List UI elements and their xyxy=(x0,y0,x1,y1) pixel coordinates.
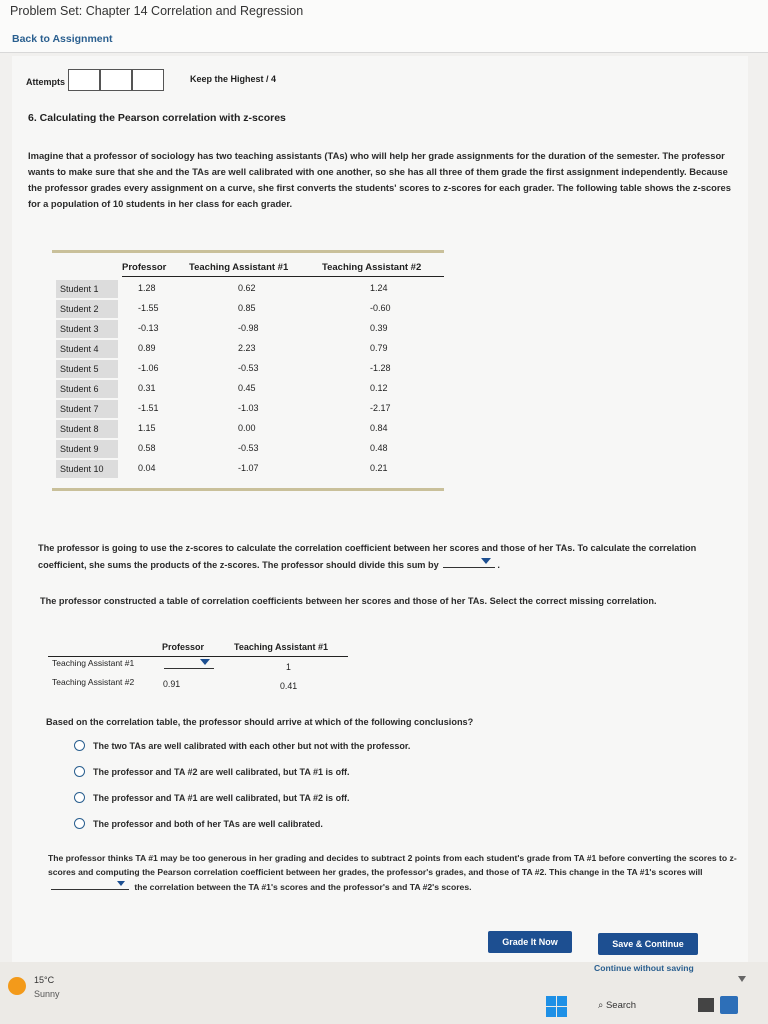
table-row: Student 5 -1.06 -0.53 -1.28 xyxy=(52,360,444,380)
search-icon: ⌕ xyxy=(598,1000,606,1011)
correlation-table-instruction: The professor constructed a table of correlation coefficients between her scores and those of her TAs. Select the correct missing correlation. xyxy=(40,596,657,606)
chevron-down-icon xyxy=(200,659,210,665)
question-title: 6. Calculating the Pearson correlation with z-scores xyxy=(28,112,286,124)
correlation-table: Professor Teaching Assistant #1 Teaching Assistant #1 1 Teaching Assistant #2 0.91 0.41 xyxy=(48,638,348,698)
ct-row-label-ta1: Teaching Assistant #1 xyxy=(52,658,135,668)
scroll-down-icon[interactable] xyxy=(738,976,746,982)
app-icon[interactable] xyxy=(720,996,738,1014)
attempt-box-3 xyxy=(132,69,164,91)
windows-start-icon[interactable] xyxy=(546,996,568,1018)
sun-icon xyxy=(8,977,26,995)
weather-condition: Sunny xyxy=(34,989,60,999)
table-row: Student 6 0.31 0.45 0.12 xyxy=(52,380,444,400)
divisor-dropdown[interactable] xyxy=(443,556,495,568)
radio-button[interactable] xyxy=(74,740,85,751)
ct-row-label-ta2: Teaching Assistant #2 xyxy=(52,677,135,687)
conclusion-option-1[interactable]: The two TAs are well calibrated with each other but not with the professor. xyxy=(74,740,410,751)
save-continue-button[interactable]: Save & Continue xyxy=(598,933,698,955)
table-row: Student 9 0.58 -0.53 0.48 xyxy=(52,440,444,460)
table-row: Student 2 -1.55 0.85 -0.60 xyxy=(52,300,444,320)
ct-header-ta1: Teaching Assistant #1 xyxy=(234,642,329,652)
z-score-table xyxy=(52,250,444,492)
header-professor: Professor xyxy=(122,262,167,273)
table-row: Student 8 1.15 0.00 0.84 xyxy=(52,420,444,440)
radio-button[interactable] xyxy=(74,792,85,803)
ct-header-professor: Professor xyxy=(162,642,205,652)
table-row: Student 1 1.28 0.62 1.24 xyxy=(52,280,444,300)
attempts-label: Attempts xyxy=(26,77,66,87)
grade-it-now-button[interactable]: Grade It Now xyxy=(488,931,572,953)
conclusion-option-4[interactable]: The professor and both of her TAs are well calibrated. xyxy=(74,818,323,829)
conclusion-option-2[interactable]: The professor and TA #2 are well calibrated, but TA #1 is off. xyxy=(74,766,350,777)
chevron-down-icon xyxy=(117,881,125,886)
change-effect-dropdown[interactable] xyxy=(51,879,129,890)
conclusion-option-3[interactable]: The professor and TA #1 are well calibrated, but TA #2 is off. xyxy=(74,792,350,803)
ta1-adjustment-paragraph: The professor thinks TA #1 may be too generous in her grading and decides to subtract 2 points from each student's grade from TA #1 before converting the scores to z-scores and computing the Pearson correlation coefficient between her grades, the professor's grades, and those of TA #2. This change in the TA #1's scores will the correlation between the TA #1's scores and the professor's and TA #2's scores. xyxy=(48,853,737,892)
missing-correlation-dropdown[interactable] xyxy=(164,657,214,669)
divisor-sentence: The professor is going to use the z-scores to calculate the correlation coefficient between her scores and those of her TAs. To calculate the correlation coefficient, she sums the products of the z-scores. The professor should divide this sum by . xyxy=(38,543,697,570)
weather-temperature: 15°C xyxy=(34,975,55,985)
table-row: Student 3 -0.13 -0.98 0.39 xyxy=(52,320,444,340)
table-bottom-rule xyxy=(52,488,444,491)
back-to-assignment-link[interactable]: Back to Assignment xyxy=(12,33,113,45)
top-bar xyxy=(0,0,768,53)
taskbar-search[interactable]: ⌕ Search xyxy=(598,1000,637,1011)
header-ta2: Teaching Assistant #2 xyxy=(322,262,422,273)
header-ta1: Teaching Assistant #1 xyxy=(189,262,289,273)
radio-button[interactable] xyxy=(74,818,85,829)
table-row: Student 7 -1.51 -1.03 -2.17 xyxy=(52,400,444,420)
page-title: Problem Set: Chapter 14 Correlation and Regression xyxy=(10,4,304,18)
table-row: Student 4 0.89 2.23 0.79 xyxy=(52,340,444,360)
chevron-down-icon xyxy=(481,558,491,564)
attempt-box-1 xyxy=(68,69,100,91)
attempt-box-2 xyxy=(100,69,132,91)
continue-without-saving-link[interactable]: Continue without saving xyxy=(594,963,694,973)
conclusion-prompt: Based on the correlation table, the professor should arrive at which of the following conclusions? xyxy=(46,717,474,727)
question-intro: Imagine that a professor of sociology has two teaching assistants (TAs) who will help her grade assignments for the duration of the semester. The professor wants to make sure that she and the TAs are well calibrated with one another, so she has all three of them grade the first assignment independently. Because the professor grades every assignment on a curve, she first converts the students' scores to z-scores for each grader. The following table shows the z-scores for a population of 10 students in her class for each grader. xyxy=(28,150,731,209)
table-row: Student 10 0.04 -1.07 0.21 xyxy=(52,460,444,480)
table-top-rule xyxy=(52,250,444,253)
keep-highest-label: Keep the Highest / 4 xyxy=(190,74,277,84)
radio-button[interactable] xyxy=(74,766,85,777)
file-explorer-icon[interactable] xyxy=(698,998,714,1012)
